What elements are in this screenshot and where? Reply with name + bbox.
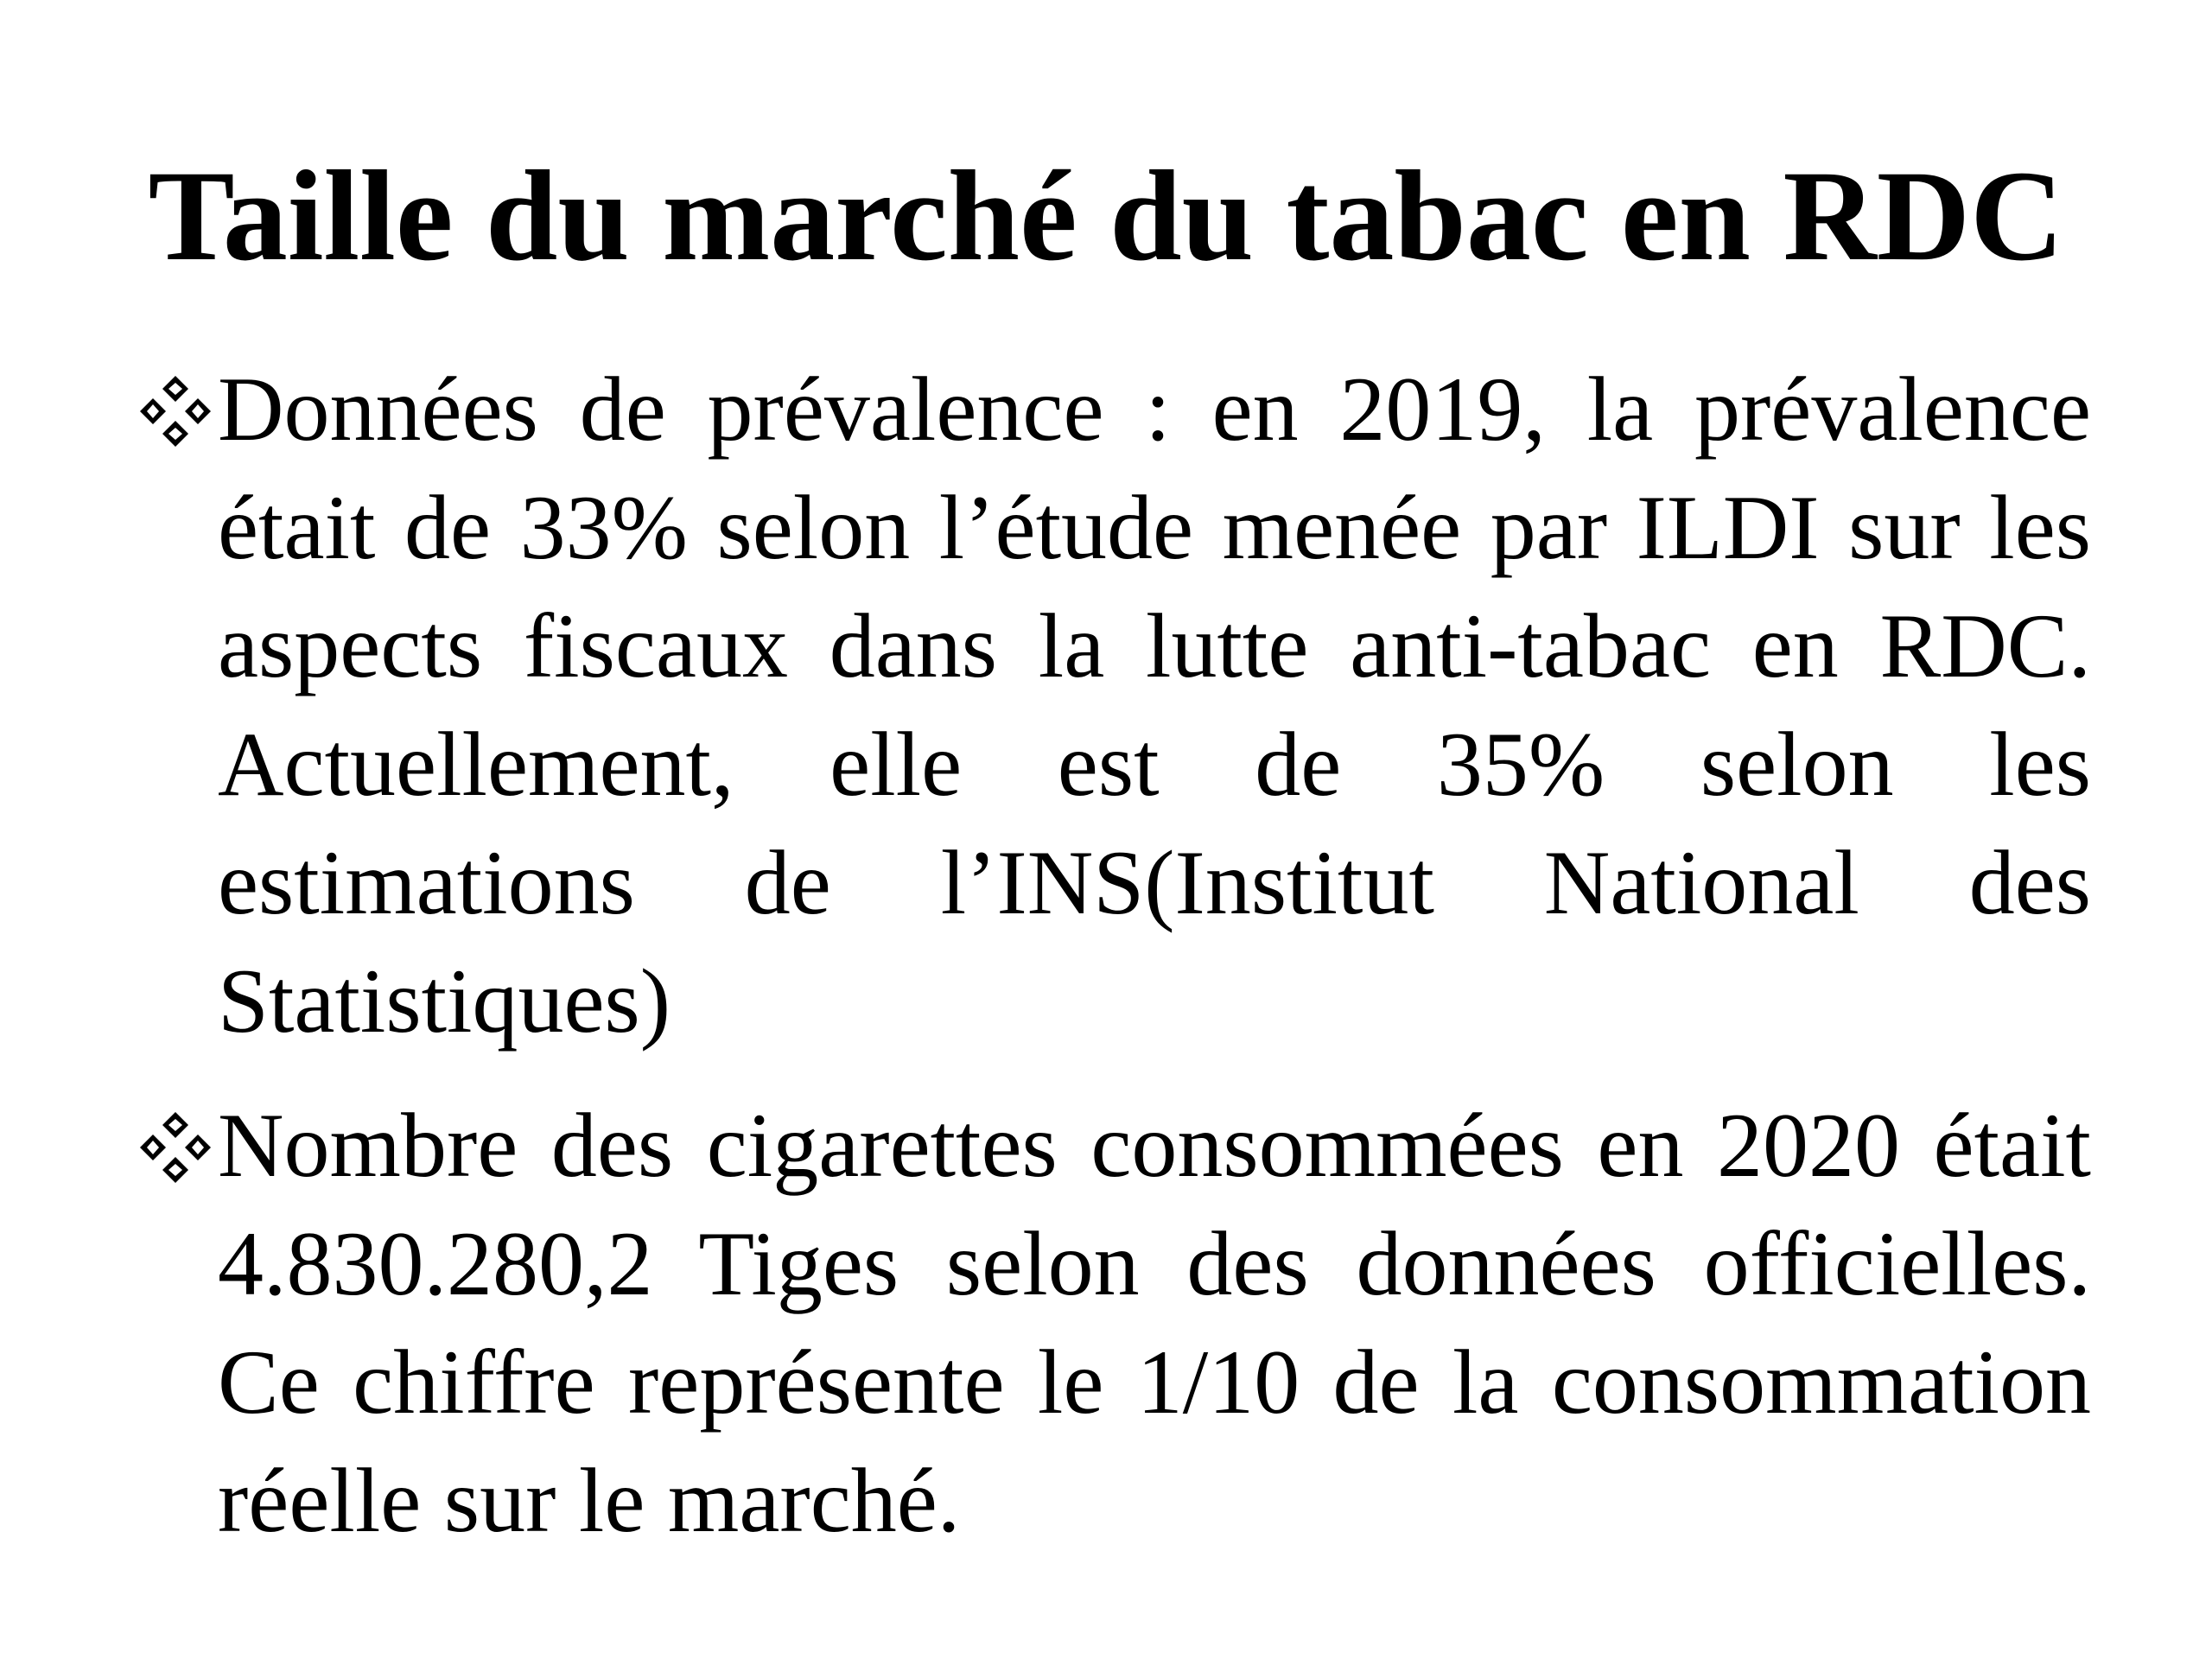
slide-title: Taille du marché du tabac en RDC bbox=[148, 144, 2064, 288]
bullet-text-prevalence: Données de prévalence : en 2019, la prévalence était de 33% selon l’étude menée par ILDI sur les aspects fiscaux dans la lutte anti-tabac en RDC. Actuellement, elle est de 35% selon les estimations de l’INS(Institut National des Statistiques) bbox=[218, 359, 2091, 1052]
bullet-item bbox=[138, 350, 2091, 1060]
four-diamond-bullet-icon bbox=[138, 374, 213, 448]
bullet-text-cigarettes: Nombre des cigarettes consommées en 2020 était 4.830.280,2 Tiges selon des données officielles. Ce chiffre représente le 1/10 de la consommation réelle sur le marché. bbox=[218, 1095, 2091, 1551]
bullet-list bbox=[138, 350, 2091, 1560]
bullet-item bbox=[138, 1086, 2091, 1560]
four-diamond-bullet-icon bbox=[138, 1110, 213, 1185]
